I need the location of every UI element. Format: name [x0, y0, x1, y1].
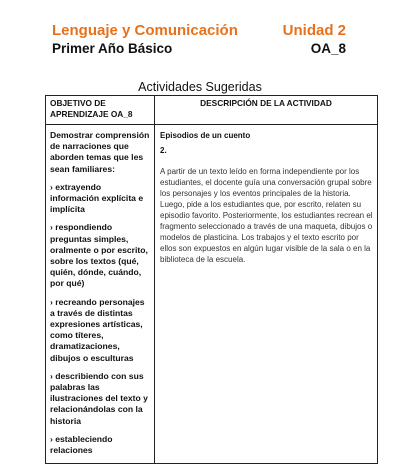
objective-code: OA_8: [310, 41, 346, 56]
table-header-row: [46, 96, 378, 125]
activities-table: [45, 95, 378, 464]
table-row: [46, 125, 378, 464]
header-row-1: [52, 22, 346, 40]
activity-description: A partir de un texto leído en forma independiente por los estudiantes, el docente guía una conversación grupal sobre los personajes y los eventos principales de la historia. Luego, pide a los estudiantes que, por escrito, relaten su episodio favorito. Posteriormente, los estudiantes recrean el fragmento seleccionado a través de una maqueta, dibujos o modelos de plasticina. Los trabajos y el texto escrito por ellos son expuestos en algún lugar visible de la sala o en la biblioteca de la escuela.: [160, 167, 373, 264]
header-row-2: [52, 40, 346, 57]
objective-intro: Demostrar comprensión de narraciones que aborden temas que les sean familiares:: [50, 130, 150, 174]
objective-item: › recreando personajes a través de distintas expresiones artísticas, como títeres, dramatizaciones, dibujos o esculturas: [50, 296, 145, 363]
section-title: Actividades Sugeridas: [138, 80, 262, 94]
subject-title: Lenguaje y Comunicación: [52, 22, 238, 39]
activity-cell: [155, 125, 378, 464]
activity-column-header: DESCRIPCIÓN DE LA ACTIVIDAD: [155, 96, 378, 125]
objective-item: › estableciendo relaciones: [50, 433, 113, 456]
unit-label: Unidad 2: [282, 22, 346, 39]
objective-column-header: OBJETIVO DE APRENDIZAJE OA_8: [46, 96, 155, 125]
grade-label: Primer Año Básico: [52, 41, 173, 56]
activity-title: Episodios de un cuento: [160, 131, 251, 140]
objective-item: › respondiendo preguntas simples, oralmente o por escrito, sobre los textos (qué, quién, dónde, cuándo, por qué): [50, 222, 148, 289]
objective-item: › describiendo con sus palabras las ilustraciones del texto y relacionándolas con la historia: [50, 370, 148, 426]
objective-cell: [46, 125, 155, 464]
objective-item: › extrayendo información explícita e implícita: [50, 181, 144, 215]
document-header: [52, 22, 346, 57]
activity-number: 2.: [160, 146, 167, 155]
